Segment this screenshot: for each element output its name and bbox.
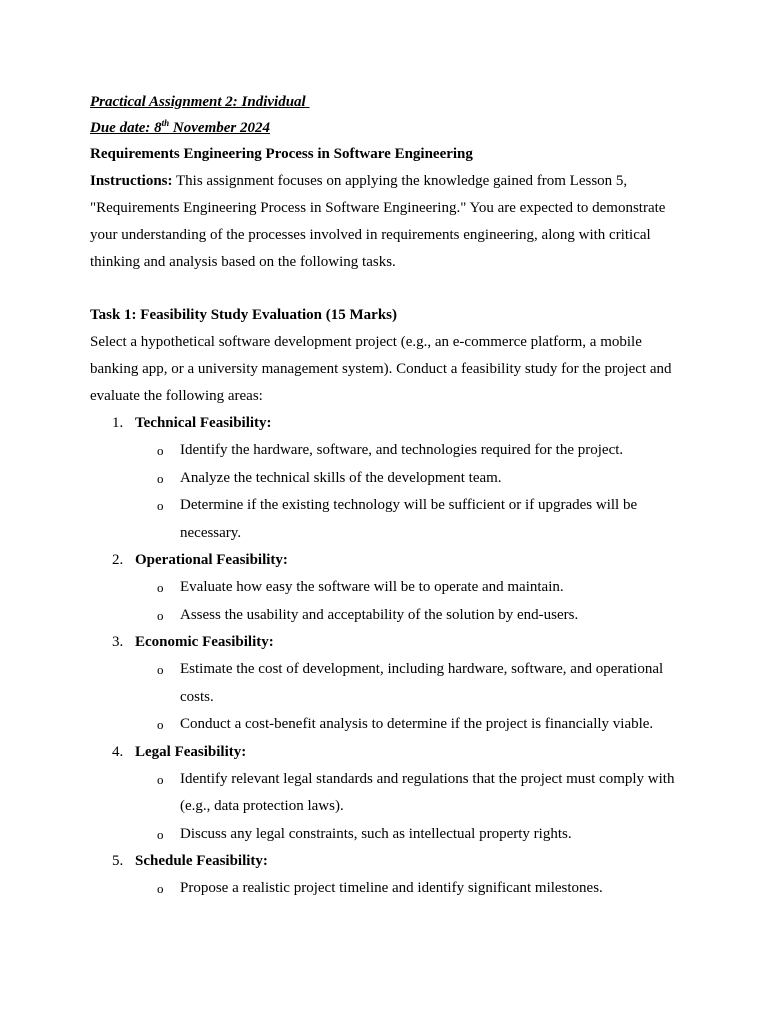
task1-intro: Select a hypothetical software development project (e.g., an e-commerce platform, a mobile banking app, or a university management system). Conduct a feasibility study for the project and evaluate the following areas:	[90, 334, 672, 404]
bullet-o-icon: o	[157, 498, 164, 513]
sub-list-text: Propose a realistic project timeline and identify significant milestones.	[180, 880, 603, 896]
sub-list-item	[135, 711, 690, 739]
sub-list-item	[135, 574, 690, 602]
sub-list-item	[135, 492, 690, 547]
sub-list-item	[135, 766, 690, 821]
due-date-prefix: Due date: 8	[90, 120, 162, 136]
feasibility-item-title: Operational Feasibility:	[135, 552, 288, 568]
sub-list-text: Evaluate how easy the software will be to operate and maintain.	[180, 579, 564, 595]
sub-list-text: Estimate the cost of development, including hardware, software, and operational costs.	[180, 661, 664, 705]
assignment-title	[90, 89, 690, 115]
sub-list-text: Conduct a cost-benefit analysis to determine if the project is financially viable.	[180, 716, 654, 732]
list-number: 2.	[112, 552, 124, 568]
feasibility-item	[90, 848, 690, 903]
feasibility-sublist	[135, 656, 690, 739]
list-number: 3.	[112, 634, 124, 650]
feasibility-item-title: Schedule Feasibility:	[135, 853, 268, 869]
sub-list-text: Determine if the existing technology will be sufficient or if upgrades will be necessary.	[180, 497, 638, 541]
feasibility-item-title: Economic Feasibility:	[135, 634, 274, 650]
due-date-suffix: November 2024	[169, 120, 270, 136]
bullet-o-icon: o	[157, 826, 164, 842]
feasibility-list	[90, 410, 690, 903]
sub-list-item	[135, 465, 690, 493]
sub-list-item	[135, 875, 690, 903]
instructions-paragraph	[90, 168, 690, 276]
bullet-o-icon: o	[157, 443, 164, 458]
bullet-o-icon: o	[157, 881, 164, 896]
instructions-text: This assignment focuses on applying the knowledge gained from Lesson 5, "Requirements Engineering Process in Software Engineering." You are expected to demonstrate your understanding of the processes involved in requirements engineering, along with critical thinking and analysis based on the following tasks.	[90, 173, 666, 270]
bullet-o-icon: o	[157, 717, 164, 732]
feasibility-item	[90, 739, 690, 849]
bullet-o-icon: o	[157, 470, 164, 486]
instructions-label: Instructions:	[90, 173, 173, 189]
sub-list-item	[135, 602, 690, 630]
bullet-o-icon: o	[157, 662, 164, 677]
feasibility-item	[90, 410, 690, 547]
sub-list-item	[135, 656, 690, 711]
document-heading: Requirements Engineering Process in Software Engineering	[90, 146, 473, 162]
sub-list-text: Identify the hardware, software, and technologies required for the project.	[180, 442, 624, 458]
feasibility-sublist	[135, 875, 690, 903]
feasibility-item	[90, 629, 690, 739]
sub-list-item	[135, 437, 690, 465]
assignment-title-text: Practical Assignment 2: Individual	[90, 94, 306, 110]
feasibility-sublist	[135, 766, 690, 849]
feasibility-item-title: Legal Feasibility:	[135, 743, 247, 760]
sub-list-text: Identify relevant legal standards and regulations that the project must comply with (e.g., data protection laws).	[180, 770, 675, 814]
list-number: 5.	[112, 853, 124, 869]
due-date	[90, 115, 690, 141]
list-number: 1.	[112, 415, 124, 431]
feasibility-item	[90, 547, 690, 629]
feasibility-sublist	[135, 574, 690, 629]
bullet-o-icon: o	[157, 607, 164, 623]
sub-list-text: Discuss any legal constraints, such as intellectual property rights.	[180, 825, 572, 842]
sub-list-text: Assess the usability and acceptability of the solution by end-users.	[180, 606, 579, 623]
feasibility-sublist	[135, 437, 690, 547]
feasibility-item-title: Technical Feasibility:	[135, 415, 272, 431]
task1-title: Task 1: Feasibility Study Evaluation (15 Marks)	[90, 307, 397, 323]
sub-list-text: Analyze the technical skills of the development team.	[180, 469, 502, 486]
bullet-o-icon: o	[157, 771, 164, 787]
due-date-ordinal: th	[161, 118, 170, 128]
list-number: 4.	[112, 743, 124, 760]
sub-list-item	[135, 821, 690, 849]
bullet-o-icon: o	[157, 580, 164, 595]
document-page	[90, 89, 690, 903]
paragraph-spacer	[90, 276, 690, 302]
